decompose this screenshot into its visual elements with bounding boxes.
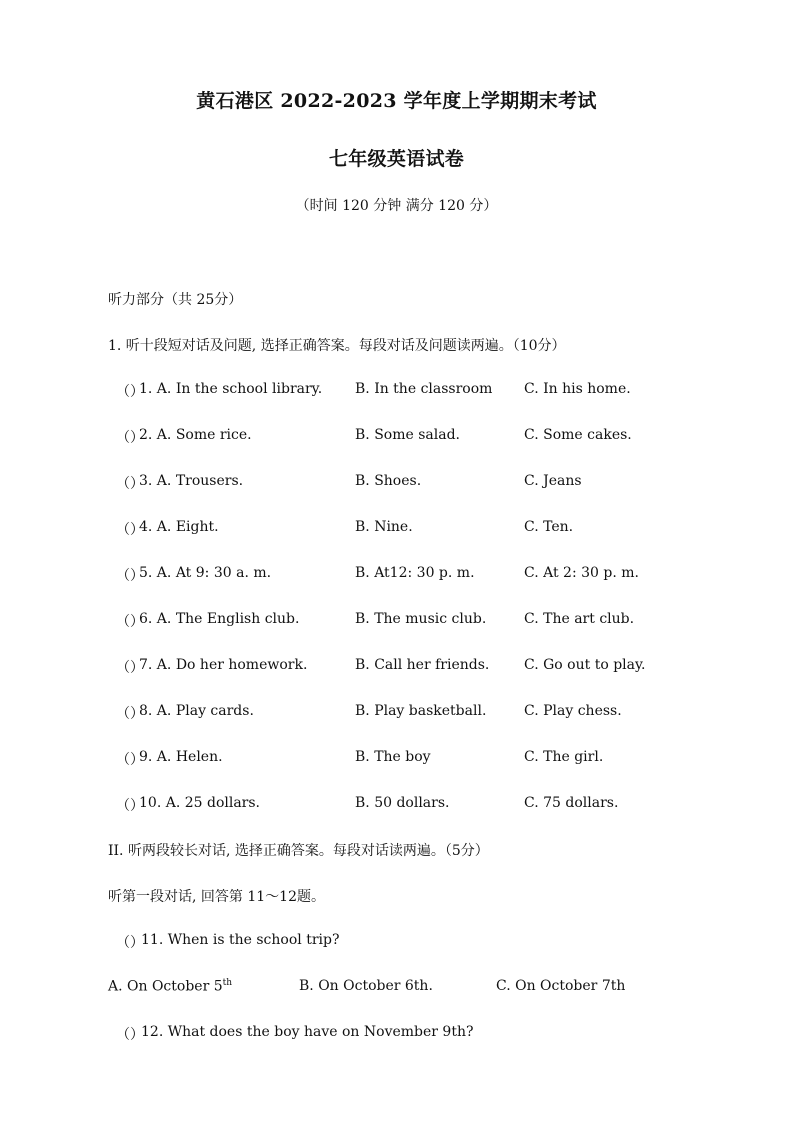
listening-heading: 听力部分（共 25分） bbox=[108, 292, 243, 308]
option-a bbox=[108, 978, 232, 995]
question-option-a: 1. A. In the school library. bbox=[139, 381, 323, 397]
question-row bbox=[0, 932, 793, 952]
exam-time-note: （时间 120 分钟 满分 120 分） bbox=[295, 198, 498, 214]
section2-instruction: II. 听两段较长对话, 选择正确答案。每段对话读两遍。（5分） bbox=[108, 843, 489, 859]
question-row bbox=[0, 381, 793, 401]
answer-bracket: （） bbox=[116, 568, 144, 584]
question-row bbox=[0, 565, 793, 585]
dialogue1-instruction: 听第一段对话, 回答第 11～12题。 bbox=[108, 889, 325, 905]
exam-subtitle: 七年级英语试卷 bbox=[328, 148, 465, 170]
option-b: B. On October 6th. bbox=[299, 978, 433, 994]
question-option-c: C. At 2: 30 p. m. bbox=[524, 565, 639, 581]
question-option-b: B. Call her friends. bbox=[355, 657, 490, 673]
question-option-a: 3. A. Trousers. bbox=[139, 473, 244, 489]
question-option-c: C. Ten. bbox=[524, 519, 574, 535]
answer-bracket: （） bbox=[116, 798, 144, 814]
option-a-text: A. On October 5 bbox=[108, 978, 223, 995]
section1-instruction: 1. 听十段短对话及问题, 选择正确答案。每段对话及问题读两遍。（10分） bbox=[108, 338, 566, 354]
question-row bbox=[0, 703, 793, 723]
question-row bbox=[0, 473, 793, 493]
answer-bracket: （） bbox=[116, 476, 144, 492]
question-row bbox=[0, 611, 793, 631]
question-option-c: C. Jeans bbox=[524, 473, 582, 489]
question-option-a: 7. A. Do her homework. bbox=[139, 657, 308, 673]
answer-bracket: （） bbox=[116, 384, 144, 400]
answer-bracket: （） bbox=[116, 522, 144, 538]
question-row bbox=[0, 749, 793, 769]
question-option-a: 5. A. At 9: 30 a. m. bbox=[139, 565, 272, 581]
question-option-a: 8. A. Play cards. bbox=[139, 703, 254, 719]
question-option-b: B. Play basketball. bbox=[355, 703, 487, 719]
question-option-c: C. 75 dollars. bbox=[524, 795, 619, 811]
answer-bracket: （） bbox=[116, 660, 144, 676]
answer-bracket: （） bbox=[116, 430, 144, 446]
question-option-b: B. At12: 30 p. m. bbox=[355, 565, 475, 581]
question-option-b: B. 50 dollars. bbox=[355, 795, 450, 811]
question-option-c: C. The art club. bbox=[524, 611, 635, 627]
option-c: C. On October 7th bbox=[496, 978, 626, 994]
question-option-b: B. The music club. bbox=[355, 611, 487, 627]
answer-bracket: （） bbox=[116, 935, 144, 951]
question-option-b: B. In the classroom bbox=[355, 381, 493, 397]
question-row bbox=[0, 427, 793, 447]
question-option-a: 10. A. 25 dollars. bbox=[139, 795, 261, 811]
question-option-b: B. The boy bbox=[355, 749, 431, 765]
question-option-c: C. In his home. bbox=[524, 381, 631, 397]
question-option-c: C. The girl. bbox=[524, 749, 604, 765]
answer-bracket: （） bbox=[116, 1027, 144, 1043]
question-option-c: C. Some cakes. bbox=[524, 427, 632, 443]
question-row bbox=[0, 795, 793, 815]
question-option-a: 6. A. The English club. bbox=[139, 611, 300, 627]
question-option-b: B. Some salad. bbox=[355, 427, 460, 443]
question-option-a: 9. A. Helen. bbox=[139, 749, 223, 765]
question-row bbox=[0, 519, 793, 539]
question-row bbox=[0, 657, 793, 677]
question-row bbox=[0, 1024, 793, 1044]
question-option-a: 2. A. Some rice. bbox=[139, 427, 252, 443]
question-text: 12. What does the boy have on November 9th? bbox=[141, 1024, 474, 1040]
question-text: 11. When is the school trip? bbox=[141, 932, 340, 948]
answer-bracket: （） bbox=[116, 614, 144, 630]
question-option-b: B. Shoes. bbox=[355, 473, 422, 489]
question-option-b: B. Nine. bbox=[355, 519, 413, 535]
question-option-a: 4. A. Eight. bbox=[139, 519, 219, 535]
answer-bracket: （） bbox=[116, 752, 144, 768]
answer-bracket: （） bbox=[116, 706, 144, 722]
option-a-superscript: th bbox=[222, 978, 233, 988]
question-option-c: C. Go out to play. bbox=[524, 657, 646, 673]
exam-title: 黄石港区 2022-2023 学年度上学期期末考试 bbox=[196, 90, 597, 112]
question-option-c: C. Play chess. bbox=[524, 703, 622, 719]
